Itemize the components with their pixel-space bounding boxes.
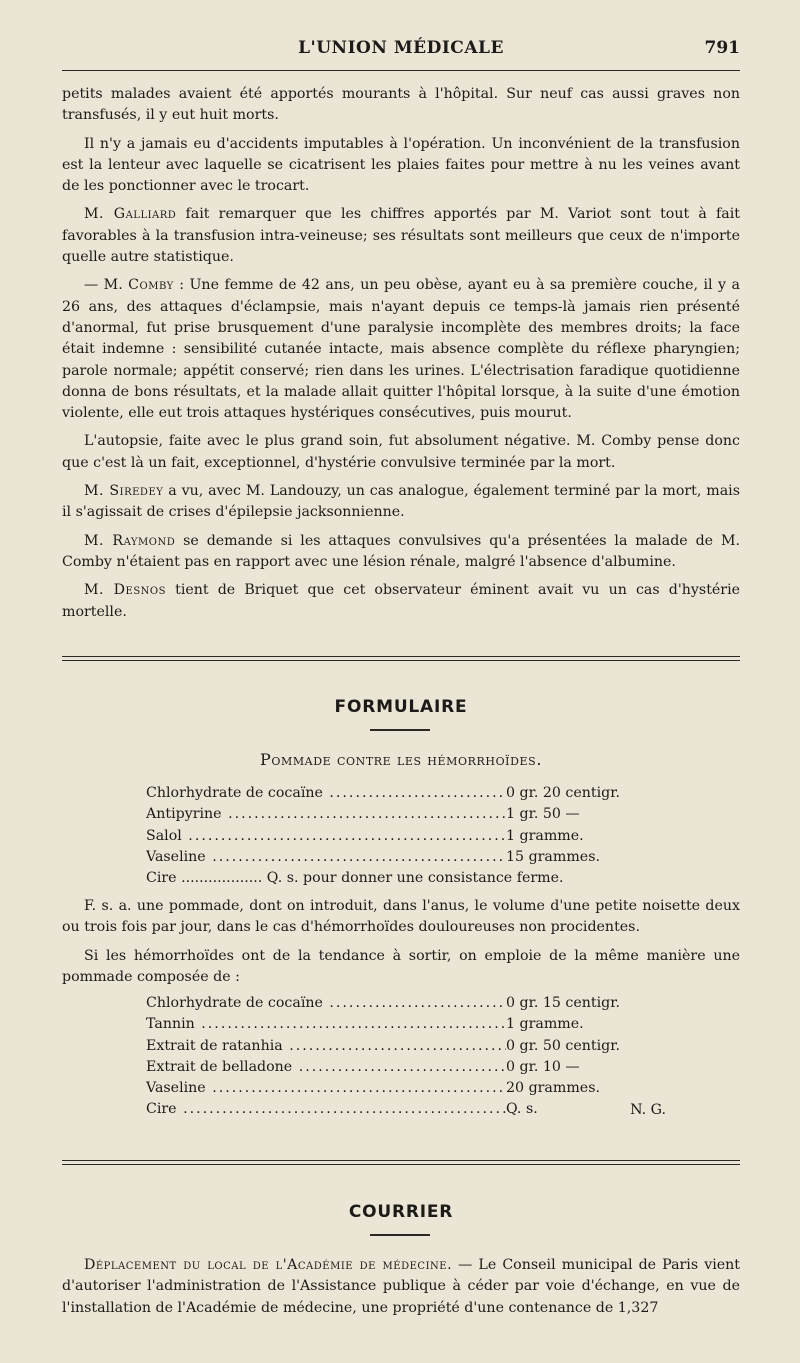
paragraph: Il n'y a jamais eu d'accidents imputables à l'opération. Un inconvénient de la transfusion est la lenteur avec laquelle se cicatrisent les plaies faites pour mettre à nu les veines avant de les ponctionner avec le trocart. xyxy=(62,135,740,195)
paragraph: M. Galliard fait remarquer que les chiffres apportés par M. Variot sont tout à fait favorables à la transfusion intra-veineuse; ses résultats sont meilleurs que ceux de n'importe quelle autre statistique. xyxy=(62,206,740,266)
formulaire-heading: FORMULAIRE xyxy=(334,697,468,717)
recipe-row: Cire .................. Q. s. pour donner une consistance ferme. xyxy=(146,870,564,887)
author-signature: N. G. xyxy=(630,1102,666,1118)
speaker-name: M. Raymond xyxy=(84,532,176,549)
recipe-row: Vaseline ..... 20 grammes. xyxy=(146,1078,666,1099)
paragraph: L'autopsie, faite avec le plus grand soin, fut absolument négative. M. Comby pense donc que c'est là un fait, exceptionnel, d'hystérie convulsive terminée par la mort. xyxy=(62,433,740,471)
heading-underline xyxy=(370,1234,430,1236)
recipe-row: Chlorhydrate de cocaïne ..... 0 gr. 15 centigr. xyxy=(146,993,666,1014)
recipe-row: Extrait de ratanhia ..... 0 gr. 50 centigr. xyxy=(146,1036,666,1057)
paragraph: — M. Comby : Une femme de 42 ans, un peu obèse, ayant eu à sa première couche, il y a 26 ans, des attaques d'éclampsie, mais n'ayant depuis ce temps-là jamais rien présenté d'anormal, fut prise brusquement d'une paralysie incomplète des membres droits; la face était indemne : sensibilité cutanée intacte, mais absence complète du réflexe pharyngien; parole normale; appétit conservé; rien dans les urines. L'électrisation faradique quotidienne donna de bons résultats, et la malade allait quitter l'hôpital lorsque, à la suite d'une émotion violente, elle eut trois attaques hystériques consécutives, puis mourut. xyxy=(62,277,740,422)
recipe-list-2 xyxy=(146,993,666,1121)
journal-title: L'UNION MÉDICALE xyxy=(298,38,504,58)
recipe-title: Pommade contre les hémorrhoïdes. xyxy=(259,750,543,769)
paragraph: M. Siredey a vu, avec M. Landouzy, un cas analogue, également terminé par la mort, mais il s'agissait de crises d'épilepsie jacksonnienne. xyxy=(62,483,741,521)
recipe-row: Chlorhydrate de cocaïne ..... 0 gr. 20 centigr. xyxy=(146,783,666,804)
section-divider xyxy=(62,656,740,661)
recipe-row: Extrait de belladone ..... 0 gr. 10 — xyxy=(146,1057,666,1078)
recipe-row: Vaseline ..... 15 grammes. xyxy=(146,847,666,868)
paragraph: F. s. a. une pommade, dont on introduit, dans l'anus, le volume d'une petite noisette deux ou trois fois par jour, dans le cas d'hémorrhoïdes douloureuses non procidentes. xyxy=(62,898,740,936)
courrier-text xyxy=(62,1255,740,1326)
section-divider xyxy=(62,1160,740,1165)
speaker-name: M. Galliard xyxy=(84,206,177,223)
heading-underline xyxy=(370,729,430,731)
recipe-row: Salol ..... 1 gramme. xyxy=(146,826,666,847)
paragraph: petits malades avaient été apportés mourants à l'hôpital. Sur neuf cas aussi graves non transfusés, il y eut huit morts. xyxy=(62,86,740,124)
recipe-instructions xyxy=(62,896,740,995)
courrier-heading: COURRIER xyxy=(348,1202,454,1222)
recipe-row: Tannin ..... 1 gramme. xyxy=(146,1014,666,1035)
paragraph: Déplacement du local de l'Académie de médecine. — Le Conseil municipal de Paris vient d'autoriser l'administration de l'Assistance publique à céder par voie d'échange, en vue de l'installation de l'Académie de médecine, une propriété d'une contenance de 1,327 xyxy=(62,1257,740,1316)
page-number: 791 xyxy=(704,38,740,58)
news-lead: Déplacement du local de l'Académie de médecine. xyxy=(84,1257,453,1273)
speaker-name: M. Siredey xyxy=(84,483,164,500)
speaker-name: Comby xyxy=(128,277,174,294)
header-rule xyxy=(62,70,740,71)
paragraph: M. Desnos tient de Briquet que cet observateur éminent avait vu un cas d'hystérie mortelle. xyxy=(62,582,741,620)
paragraph: Si les hémorrhoïdes ont de la tendance à sortir, on emploie de la même manière une pommade composée de : xyxy=(62,947,740,985)
recipe-row: Cire ..... Q. s. xyxy=(146,1099,666,1120)
speaker-name: M. Desnos xyxy=(84,582,166,599)
article-continuation xyxy=(62,84,740,630)
running-header xyxy=(62,38,740,62)
paragraph: M. Raymond se demande si les attaques convulsives qu'a présentées la malade de M. Comby n'étaient pas en rapport avec une lésion rénale, malgré l'absence d'albumine. xyxy=(62,532,740,570)
recipe-list-1 xyxy=(146,783,666,889)
recipe-row: Antipyrine ..... 1 gr. 50 — xyxy=(146,804,666,825)
